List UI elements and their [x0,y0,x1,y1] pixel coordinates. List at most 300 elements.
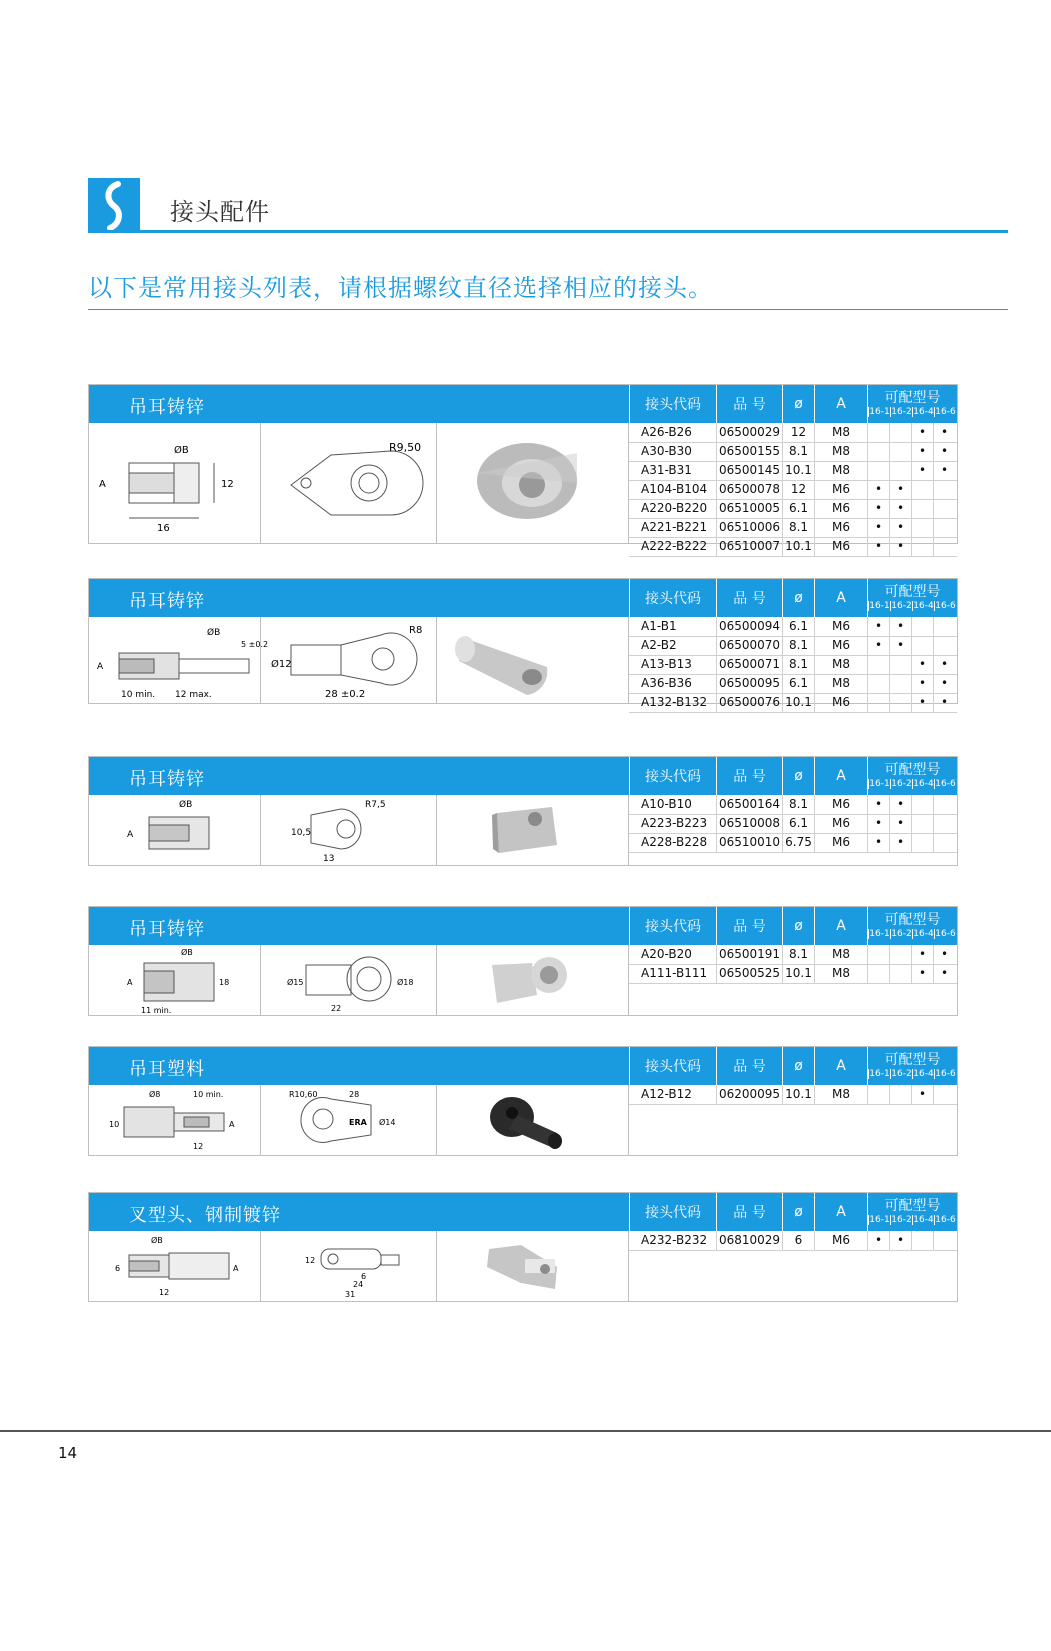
subtitle-rule [88,309,1008,310]
dim-radius-label: R8 [409,625,423,636]
fit-mark-cell [933,480,955,499]
thread-cell: M8 [814,442,867,461]
thread-cell: M6 [814,537,867,556]
table-row [629,964,957,983]
section-fork-steel [88,1192,958,1302]
fit-mark-cell [867,945,889,964]
diameter-cell: 6.1 [782,814,814,833]
diameter-cell: 10.1 [782,693,814,712]
col-header-dia: ø [782,1047,814,1085]
fit-model-label: 16-4 [913,407,934,417]
diameter-cell: 8.1 [782,636,814,655]
dim-dia1-label: Ø15 [287,978,304,987]
fit-mark-cell [911,833,933,852]
page-subtitle: 以下是常用接头列表，请根据螺纹直径选择相应的接头。 [88,274,713,302]
section-name: 吊耳铸锌 [129,397,205,418]
dim-b-label: ØB [181,948,193,957]
fit-mark-cell: • [867,795,889,814]
col-header-a: A [814,757,867,795]
part-number-cell: 06510005 [716,499,782,518]
thread-cell: M8 [814,655,867,674]
diameter-cell: 8.1 [782,518,814,537]
fit-model-label: 16-1 [869,407,890,417]
table-row [629,480,957,499]
top-view-drawing [261,617,437,703]
fit-mark-cell [933,537,955,556]
fit-mark-cell [889,442,911,461]
fit-mark-cell [911,480,933,499]
dim-height-label: 6 [115,1264,121,1273]
fit-mark-cell: • [889,636,911,655]
diameter-cell: 10.1 [782,1085,814,1104]
top-view-drawing [261,1231,437,1301]
dim-length-label: 22 [331,1004,342,1013]
part-number-cell: 06500525 [716,964,782,983]
part-number-cell: 06510008 [716,814,782,833]
product-photo-cell [437,423,629,543]
part-number-cell: 06200095 [716,1085,782,1104]
diameter-cell: 12 [782,423,814,442]
code-cell: A10-B10 [641,797,692,811]
dim-b-label: ØB [151,1236,163,1245]
col-header-part: 品 号 [716,1193,782,1231]
side-view-drawing [89,423,261,543]
fit-mark-cell: • [867,537,889,556]
diameter-cell: 6.1 [782,617,814,636]
part-number-cell: 06510006 [716,518,782,537]
fit-mark-cell: • [867,518,889,537]
code-cell: A12-B12 [641,1087,692,1101]
fit-model-label: 16-2 [891,929,912,939]
thread-cell: M6 [814,518,867,537]
code-cell: A222-B222 [641,539,708,553]
diameter-cell: 8.1 [782,795,814,814]
fit-mark-cell [889,461,911,480]
side-view-drawing-cell [89,1085,261,1155]
fit-mark-cell: • [867,1231,889,1250]
diameter-cell: 10.1 [782,461,814,480]
dim-length-label: 16 [157,523,170,534]
diameter-cell: 6.75 [782,833,814,852]
fit-mark-cell: • [911,442,933,461]
code-cell: A232-B232 [641,1233,708,1247]
col-header-code: 接头代码 [629,907,716,945]
title-rule [88,230,1008,233]
table-row [629,442,957,461]
diameter-cell: 10.1 [782,537,814,556]
fit-mark-cell: • [889,537,911,556]
col-header-part: 品 号 [716,579,782,617]
fit-model-label: 16-4 [913,1215,934,1225]
fit-mark-cell [889,693,911,712]
fit-mark-cell: • [889,617,911,636]
fit-title: 可配型号 [884,762,941,778]
product-render [437,617,629,703]
dim-radius-label: R9,50 [389,441,422,454]
code-cell: A36-B36 [641,676,692,690]
product-photo-cell [437,945,629,1015]
side-view-drawing-cell [89,423,261,543]
fit-mark-cell [933,518,955,537]
part-number-cell: 06500078 [716,480,782,499]
product-photo-cell [437,1231,629,1301]
code-cell: A228-B228 [641,835,708,849]
dim-a-label: A [97,662,104,672]
fit-mark-cell [933,814,955,833]
fit-title: 可配型号 [884,584,941,600]
fit-mark-cell: • [911,964,933,983]
part-number-cell: 06500076 [716,693,782,712]
section-name: 吊耳铸锌 [129,769,205,790]
fit-mark-cell [911,1231,933,1250]
fit-mark-cell: • [911,423,933,442]
fit-mark-cell [889,964,911,983]
dim-b-label: Ø8 [149,1090,161,1099]
table-row [629,423,957,442]
fit-model-label: 16-6 [935,1215,956,1225]
fit-model-label: 16-1 [869,601,890,611]
fit-mark-cell [911,636,933,655]
col-header-dia: ø [782,757,814,795]
fit-mark-cell: • [889,480,911,499]
side-view-drawing [89,1085,261,1155]
dim-min-label: 11 min. [141,1006,172,1015]
table-row [629,795,957,814]
thread-cell: M6 [814,617,867,636]
top-view-drawing [261,1085,437,1155]
side-view-drawing-cell [89,1231,261,1301]
fit-mark-cell: • [889,833,911,852]
col-header-part: 品 号 [716,907,782,945]
fit-mark-cell: • [933,423,955,442]
fit-mark-cell: • [911,461,933,480]
dim-radius-label: R7,5 [365,800,386,810]
col-header-fit [867,757,957,795]
fit-mark-cell [933,617,955,636]
product-render [437,795,629,865]
col-header-code: 接头代码 [629,385,716,423]
fit-model-label: 16-1 [869,779,890,789]
side-view-drawing [89,795,261,865]
fit-mark-cell [867,655,889,674]
dim-min-label: 10 min. [193,1090,224,1099]
fit-mark-cell: • [933,945,955,964]
diameter-cell: 6.1 [782,674,814,693]
fit-mark-cell [933,636,955,655]
fit-model-label: 16-2 [891,407,912,417]
dim-max-label: 12 max. [175,690,212,700]
fit-mark-cell [911,814,933,833]
dim-l2-label: 6 [361,1272,367,1281]
dim-a-label: A [127,978,133,987]
fit-mark-cell [867,442,889,461]
row-divider [629,712,957,713]
fit-mark-cell: • [889,499,911,518]
fit-mark-cell [911,518,933,537]
part-number-cell: 06500095 [716,674,782,693]
dim-a-label: A [99,479,106,490]
top-view-drawing [261,945,437,1015]
page-title: 接头配件 [170,198,270,226]
table-row [629,1085,957,1104]
col-header-dia: ø [782,579,814,617]
fit-mark-cell: • [867,617,889,636]
product-render [437,1085,629,1155]
table-row [629,461,957,480]
section-eye-zinc-3 [88,756,958,866]
dim-tol-label: 5 ±0.2 [241,640,269,649]
col-header-dia: ø [782,1193,814,1231]
side-view-drawing-cell [89,945,261,1015]
thread-cell: M8 [814,461,867,480]
dim-height-label: 18 [219,978,230,987]
part-number-cell: 06510007 [716,537,782,556]
col-header-a: A [814,1193,867,1231]
thread-cell: M8 [814,1085,867,1104]
diameter-cell: 10.1 [782,964,814,983]
product-render [437,1231,629,1301]
fit-mark-cell [889,674,911,693]
thread-cell: M6 [814,1231,867,1250]
section-name: 叉型头、钢制镀锌 [129,1205,281,1226]
thread-cell: M6 [814,693,867,712]
side-view-drawing [89,617,269,703]
fit-model-label: 16-6 [935,407,956,417]
fit-title: 可配型号 [884,912,941,928]
fit-model-label: 16-6 [935,1069,956,1079]
table-row [629,1231,957,1250]
fit-mark-cell [933,795,955,814]
dim-l4-label: 31 [345,1290,356,1299]
col-header-part: 品 号 [716,1047,782,1085]
diameter-cell: 6 [782,1231,814,1250]
fit-mark-cell: • [933,461,955,480]
part-number-cell: 06500164 [716,795,782,814]
row-divider [629,1104,957,1105]
section-name: 吊耳铸锌 [129,591,205,612]
dim-height-label: 10 [109,1120,120,1129]
fit-model-label: 16-4 [913,601,934,611]
fit-mark-cell [867,1085,889,1104]
table-row [629,655,957,674]
fit-model-label: 16-1 [869,1069,890,1079]
fit-mark-cell [889,423,911,442]
col-header-code: 接头代码 [629,1047,716,1085]
col-header-a: A [814,1047,867,1085]
col-header-fit [867,385,957,423]
fit-mark-cell: • [889,1231,911,1250]
code-cell: A1-B1 [641,619,677,633]
fit-mark-cell [867,423,889,442]
side-view-drawing-cell [89,617,269,703]
fit-mark-cell: • [933,442,955,461]
fit-mark-cell: • [867,814,889,833]
dim-l3-label: 24 [353,1280,364,1289]
dim-b-label: ØB [174,445,189,456]
col-header-dia: ø [782,385,814,423]
fit-mark-cell [933,833,955,852]
thread-cell: M8 [814,945,867,964]
code-cell: A220-B220 [641,501,708,515]
fit-model-label: 16-6 [935,779,956,789]
product-render [437,945,629,1015]
section-eye-plastic [88,1046,958,1156]
table-row [629,537,957,556]
fit-mark-cell: • [911,945,933,964]
dim-height-label: 12 [221,479,234,490]
code-cell: A223-B223 [641,816,708,830]
col-header-fit [867,907,957,945]
code-cell: A26-B26 [641,425,692,439]
section-name: 吊耳铸锌 [129,919,205,940]
dim-length-label: 28 ±0.2 [325,689,366,700]
code-cell: A221-B221 [641,520,708,534]
fit-mark-cell [911,499,933,518]
table-row [629,674,957,693]
col-header-a: A [814,579,867,617]
col-header-a: A [814,385,867,423]
top-view-drawing-cell [261,617,437,703]
diameter-cell: 6.1 [782,499,814,518]
diameter-cell: 8.1 [782,442,814,461]
fit-mark-cell: • [867,499,889,518]
part-number-cell: 06500070 [716,636,782,655]
side-view-drawing [89,1231,261,1301]
table-row [629,833,957,852]
product-render [437,423,629,543]
table-row [629,814,957,833]
dim-b-label: ØB [207,628,221,638]
fit-mark-cell [933,1085,955,1104]
fit-mark-cell [867,693,889,712]
col-header-part: 品 号 [716,757,782,795]
thread-cell: M8 [814,423,867,442]
fit-mark-cell: • [867,480,889,499]
fit-mark-cell [867,964,889,983]
top-view-drawing-cell [261,795,437,865]
page-number: 14 [58,1444,78,1462]
fit-model-label: 16-4 [913,929,934,939]
table-row [629,693,957,712]
dim-min-label: 10 min. [121,690,156,700]
s-logo-icon [88,178,140,232]
fit-model-label: 16-4 [913,1069,934,1079]
fit-mark-cell: • [933,964,955,983]
top-view-drawing [261,795,437,865]
code-cell: A132-B132 [641,695,708,709]
fit-mark-cell [889,655,911,674]
dim-length-label: 13 [323,854,335,864]
row-divider [629,852,957,853]
part-number-cell: 06500155 [716,442,782,461]
fit-mark-cell: • [889,518,911,537]
thread-cell: M6 [814,480,867,499]
product-photo-cell [437,795,629,865]
thread-cell: M8 [814,964,867,983]
fit-mark-cell: • [867,636,889,655]
brand-mark [88,178,140,232]
fit-model-label: 16-2 [891,1069,912,1079]
dim-length-label: 12 [193,1142,204,1151]
fit-mark-cell: • [911,674,933,693]
table-row [629,617,957,636]
brand-label: ERA [349,1118,367,1127]
code-cell: A30-B30 [641,444,692,458]
dim-height2-label: 12 [305,1256,316,1265]
thread-cell: M6 [814,499,867,518]
fit-mark-cell: • [911,1085,933,1104]
part-number-cell: 06500094 [716,617,782,636]
part-number-cell: 06510010 [716,833,782,852]
fit-mark-cell [867,674,889,693]
col-header-fit [867,1193,957,1231]
dim-a-label: A [229,1120,235,1129]
dim-dia2-label: Ø18 [397,978,414,987]
dim-b-label: ØB [179,800,193,810]
table-row [629,518,957,537]
fit-mark-cell [889,1085,911,1104]
dim-length-label: 12 [159,1288,170,1297]
fit-model-label: 16-1 [869,1215,890,1225]
fit-mark-cell: • [933,655,955,674]
section-eye-zinc-2 [88,578,958,709]
row-divider [629,983,957,984]
code-cell: A31-B31 [641,463,692,477]
section-eye-zinc-4 [88,906,958,1016]
thread-cell: M6 [814,833,867,852]
dim-dia-label: Ø14 [379,1118,396,1127]
dim-radius-label: R10,60 [289,1090,318,1099]
fit-model-label: 16-2 [891,1215,912,1225]
fit-mark-cell [933,1231,955,1250]
col-header-code: 接头代码 [629,1193,716,1231]
part-number-cell: 06810029 [716,1231,782,1250]
fit-mark-cell [889,945,911,964]
product-photo-cell [437,617,629,703]
col-header-dia: ø [782,907,814,945]
dim-a-label: A [233,1264,239,1273]
fit-mark-cell: • [889,814,911,833]
section-name: 吊耳塑料 [129,1059,205,1080]
fit-mark-cell: • [867,833,889,852]
fit-mark-cell [933,499,955,518]
top-view-drawing-cell [261,423,437,543]
table-row [629,636,957,655]
fit-mark-cell: • [933,693,955,712]
part-number-cell: 06500071 [716,655,782,674]
thread-cell: M6 [814,636,867,655]
col-header-code: 接头代码 [629,757,716,795]
row-divider [629,556,957,557]
fit-title: 可配型号 [884,390,941,406]
fit-mark-cell [867,461,889,480]
fit-model-label: 16-1 [869,929,890,939]
table-row [629,499,957,518]
section-eye-zinc-1 [88,384,958,553]
top-view-drawing-cell [261,1231,437,1301]
col-header-a: A [814,907,867,945]
code-cell: A111-B111 [641,966,708,980]
thread-cell: M8 [814,674,867,693]
fit-mark-cell [911,537,933,556]
part-number-cell: 06500029 [716,423,782,442]
top-view-drawing-cell [261,1085,437,1155]
code-cell: A2-B2 [641,638,677,652]
code-cell: A20-B20 [641,947,692,961]
row-divider [629,1250,957,1251]
fit-model-label: 16-2 [891,601,912,611]
part-number-cell: 06500145 [716,461,782,480]
